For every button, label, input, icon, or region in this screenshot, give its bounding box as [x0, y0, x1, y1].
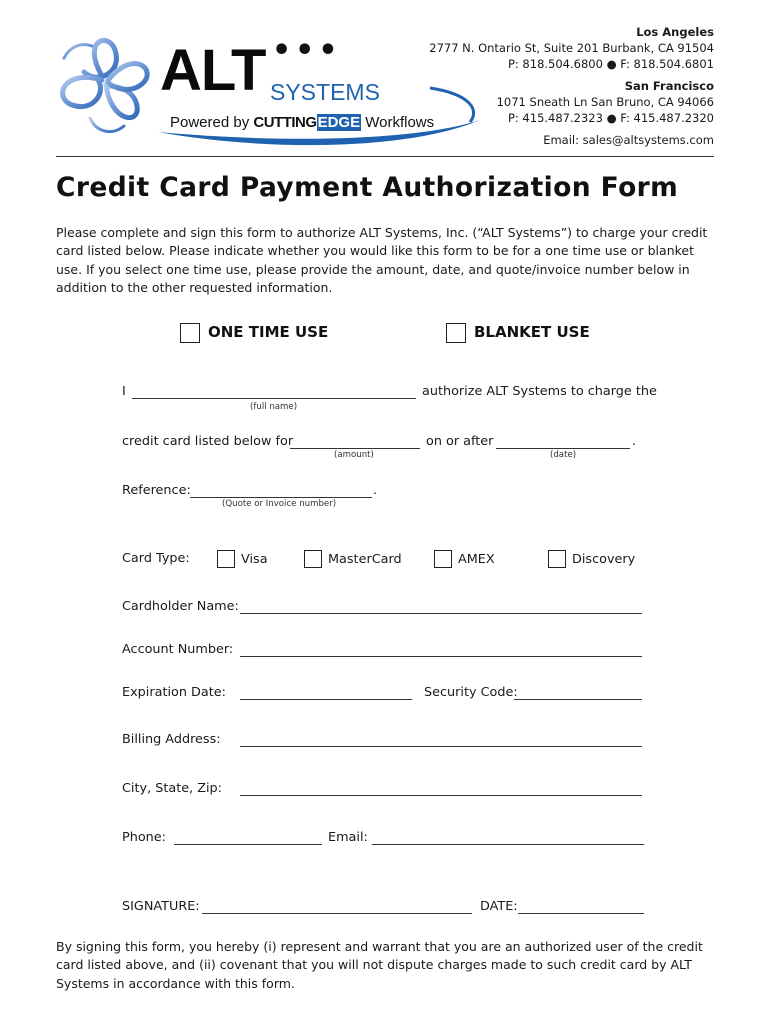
sign-date-label: DATE:: [480, 899, 518, 914]
sign-date-field[interactable]: [518, 899, 644, 914]
sf-phone: P: 415.487.2323 ● F: 415.487.2320: [507, 111, 714, 125]
contact-email[interactable]: Email: sales@altsystems.com: [543, 133, 714, 147]
phone-field[interactable]: [174, 830, 322, 845]
header-divider: [56, 156, 714, 157]
authorize-suffix: authorize ALT Systems to charge the: [422, 384, 657, 399]
discovery-label: Discovery: [572, 552, 636, 567]
date-caption: (date): [550, 450, 577, 460]
page-title: Credit Card Payment Authorization Form: [56, 172, 679, 203]
tagline-suffix: Workflows: [361, 114, 435, 131]
signature-label: SIGNATURE:: [122, 899, 200, 914]
mastercard-label: MasterCard: [328, 552, 402, 567]
one-time-use-label: ONE TIME USE: [208, 323, 329, 341]
logo-systems-text: SYSTEMS: [270, 79, 380, 105]
reference-label: Reference:: [122, 483, 191, 498]
tagline-prefix: Powered by: [170, 114, 254, 131]
email-field[interactable]: [372, 830, 644, 845]
account-number-field[interactable]: [240, 642, 642, 657]
full-name-caption: (full name): [250, 402, 298, 412]
charge-middle: on or after: [426, 434, 494, 449]
signature-field[interactable]: [202, 899, 472, 914]
office-addresses: [429, 24, 714, 148]
account-label: Account Number:: [122, 642, 234, 657]
billing-label: Billing Address:: [122, 732, 221, 747]
authorize-prefix: I: [122, 384, 126, 399]
logo-tagline: [170, 114, 434, 132]
city-state-zip-field[interactable]: [240, 781, 642, 796]
reference-field[interactable]: [190, 483, 372, 498]
la-phone: P: 818.504.6800 ● F: 818.504.6801: [507, 57, 714, 71]
tagline-edge: EDGE: [317, 114, 361, 131]
la-city: Los Angeles: [636, 25, 714, 39]
expiration-field[interactable]: [240, 685, 412, 700]
sf-address: 1071 Sneath Ln San Bruno, CA 94066: [496, 95, 714, 109]
date-field[interactable]: [496, 434, 630, 449]
security-code-field[interactable]: [514, 685, 642, 700]
reference-end: .: [373, 483, 378, 498]
visa-label: Visa: [241, 552, 268, 567]
charge-prefix: credit card listed below for: [122, 434, 294, 449]
charge-end: .: [632, 434, 637, 449]
discovery-checkbox[interactable]: [548, 550, 566, 568]
logo-brand-text: ALT: [160, 38, 266, 103]
expiration-label: Expiration Date:: [122, 685, 226, 700]
one-time-use-checkbox[interactable]: [180, 323, 200, 343]
tagline-cutting: CUTTING: [253, 114, 317, 131]
logo-dots: •••: [272, 33, 342, 68]
phone-label: Phone:: [122, 830, 166, 845]
card-type-label: Card Type:: [122, 551, 190, 566]
la-address: 2777 N. Ontario St, Suite 201 Burbank, CA 91504: [429, 41, 714, 55]
security-label: Security Code:: [424, 685, 518, 700]
email-label: Email:: [328, 830, 368, 845]
visa-checkbox[interactable]: [217, 550, 235, 568]
sf-city: San Francisco: [624, 79, 714, 93]
cardholder-field[interactable]: [240, 599, 642, 614]
amount-field[interactable]: [290, 434, 420, 449]
legal-statement: By signing this form, you hereby (i) represent and warrant that you are an authorized user of the credit card listed above, and (ii) covenant that you will not dispute charges made to such credit card by ALT Systems in accordance with this form.: [56, 939, 703, 991]
blanket-use-label: BLANKET USE: [474, 323, 590, 341]
city-label: City, State, Zip:: [122, 781, 222, 796]
blanket-use-checkbox[interactable]: [446, 323, 466, 343]
billing-address-field[interactable]: [240, 732, 642, 747]
amex-checkbox[interactable]: [434, 550, 452, 568]
amex-label: AMEX: [458, 552, 495, 567]
cardholder-label: Cardholder Name:: [122, 599, 239, 614]
mastercard-checkbox[interactable]: [304, 550, 322, 568]
intro-paragraph: Please complete and sign this form to authorize ALT Systems, Inc. (“ALT Systems”) to charge your credit card listed below. Please indicate whether you would like this form to be for a one time use or blanket use. If you select one time use, please provide the amount, date, and quote/invoice number below in addition to the other requested information.: [56, 225, 708, 296]
amount-caption: (amount): [334, 450, 374, 460]
full-name-field[interactable]: [132, 384, 416, 399]
reference-caption: (Quote or Invoice number): [222, 499, 337, 509]
